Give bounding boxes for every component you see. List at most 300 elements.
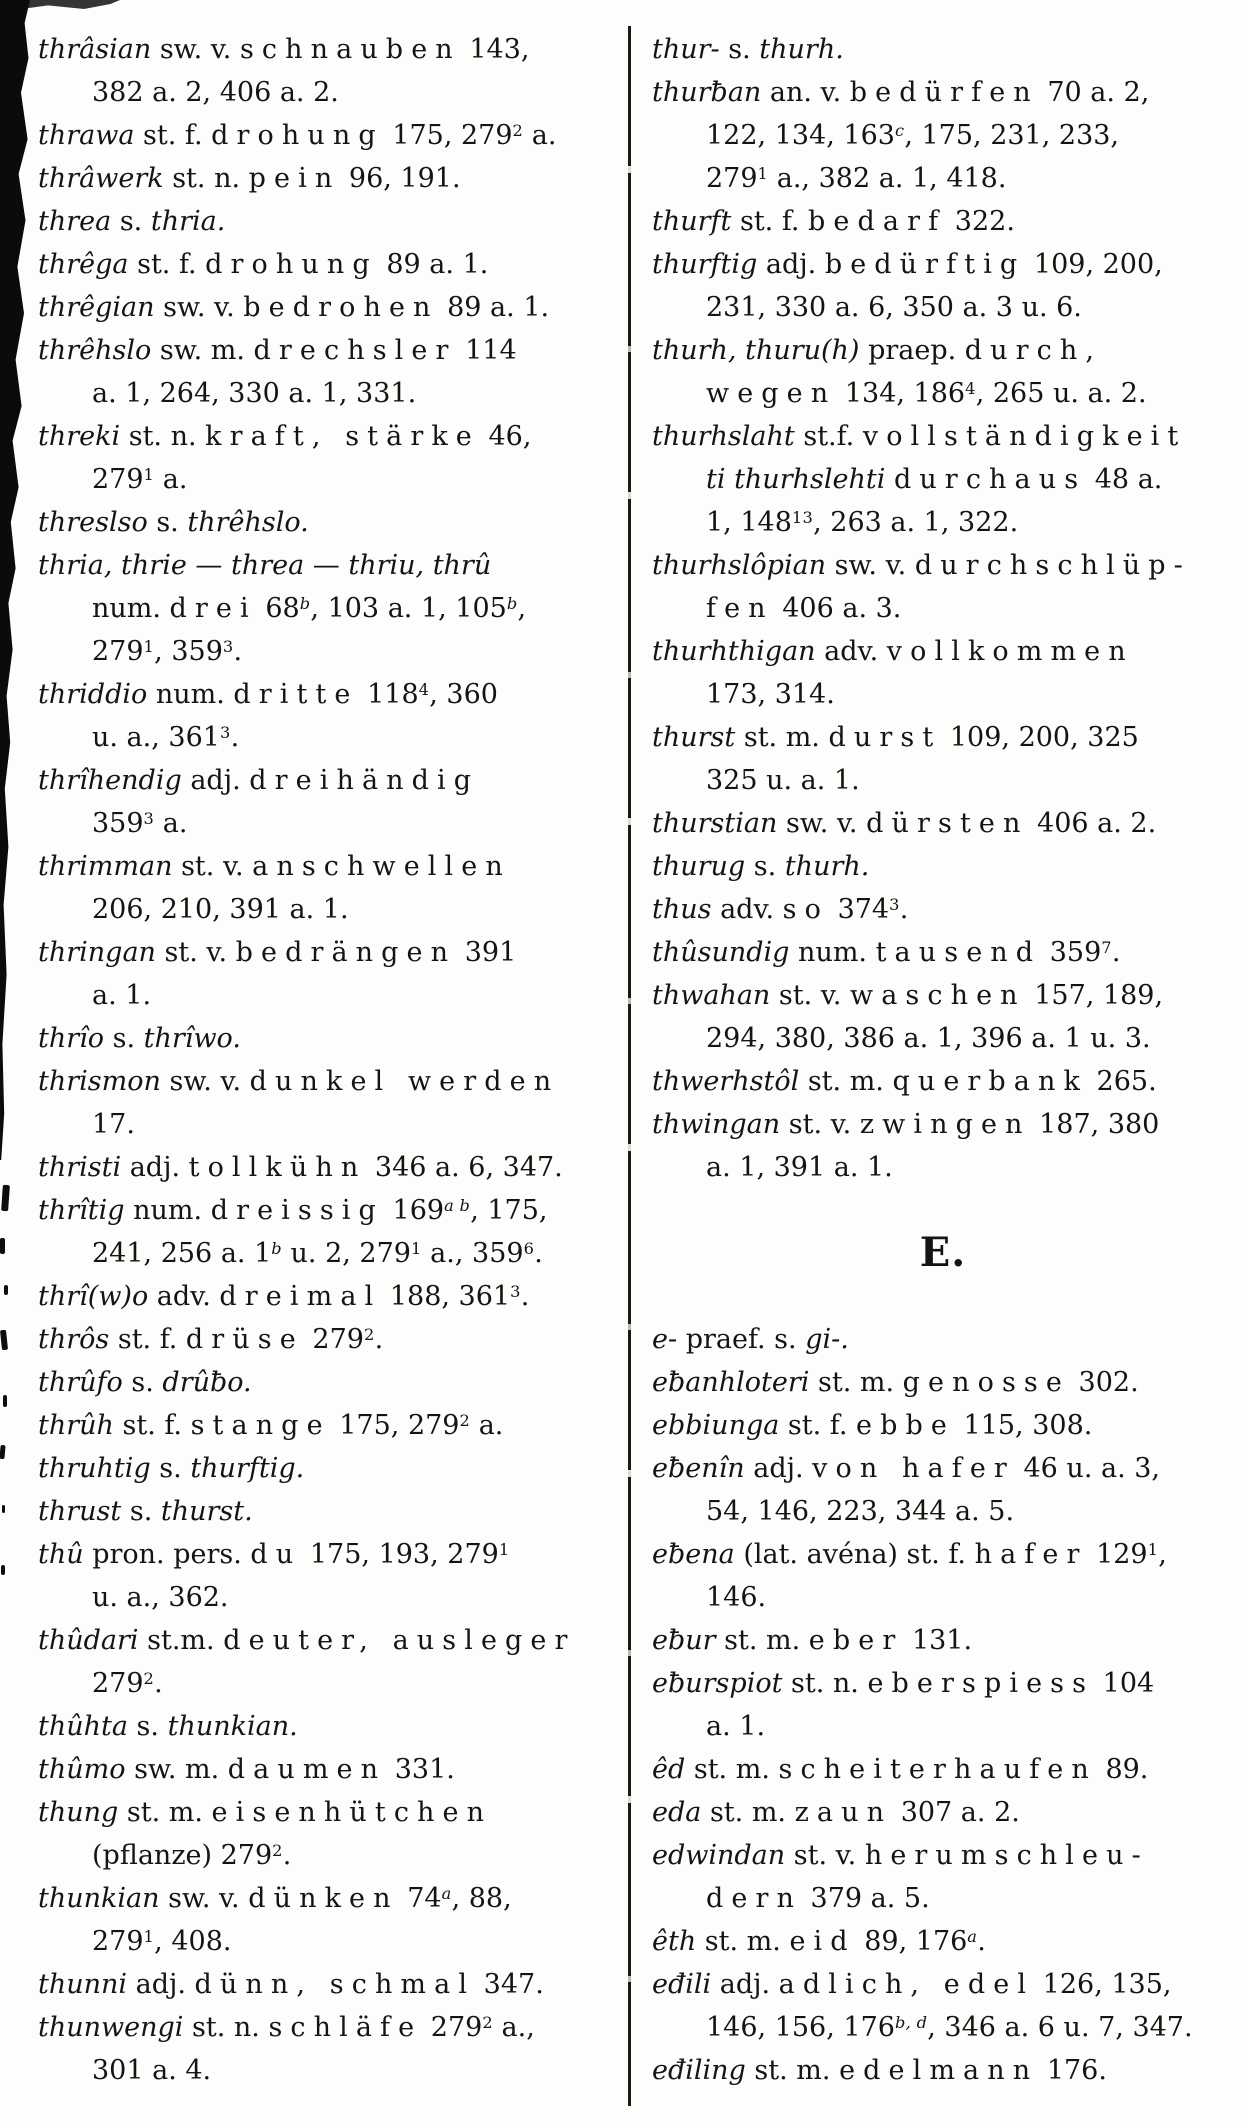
entry-headword: eƀanhloteri (652, 1367, 810, 1398)
entry-text: st. f. (779, 1410, 856, 1441)
entry-text: 307 a. 2. (892, 1797, 1020, 1828)
dictionary-entry (38, 200, 612, 243)
scan-edge-band (0, 0, 30, 1160)
entry-text: 279 (92, 1926, 144, 1957)
entry-headword: thrawa (38, 120, 135, 151)
entry-text: , (1158, 1539, 1167, 1570)
dictionary-entry (652, 1662, 1234, 1748)
entry-text: daumen (227, 1754, 387, 1785)
entry-headword: thrismon (38, 1066, 161, 1097)
entry-text: 68 (256, 593, 300, 624)
entry-text: , 408. (154, 1926, 232, 1957)
entry-headword: thrust (38, 1496, 122, 1527)
entry-text: 126, 135, (1034, 1969, 1172, 2000)
entry-text: 89 a. 1. (377, 249, 489, 280)
entry-text: adj. (757, 249, 825, 280)
entry-text: gi-. (805, 1324, 849, 1355)
entry-text: 4 (965, 379, 976, 399)
entry-text: st. v. (780, 1109, 860, 1140)
dictionary-entry (38, 1318, 612, 1361)
dictionary-entry (38, 1146, 612, 1189)
entry-text: 265. (1087, 1066, 1157, 1097)
scan-speck (0, 1445, 6, 1459)
dictionary-entry (38, 1361, 612, 1404)
entry-text: st. n. (183, 2012, 269, 2043)
entry-text: 279 (422, 2012, 483, 2043)
entry-headword: thû (38, 1539, 84, 1570)
entry-text: 294, 380, 386 a. 1, 396 a. 1 u. 3. (706, 1023, 1151, 1054)
entry-text: von hafer (812, 1453, 1015, 1484)
dictionary-entry (652, 1533, 1234, 1619)
dictionary-entry (38, 157, 612, 200)
entry-text: 331. (386, 1754, 455, 1785)
entry-text: sw. v. (160, 1066, 250, 1097)
entry-text: 175, 279 (330, 1410, 460, 1441)
dictionary-entry (38, 1791, 612, 1877)
entry-text: , 175, 231, 233, (904, 120, 1120, 151)
right-column (652, 28, 1234, 2092)
entry-text: num. (124, 1195, 211, 1226)
scan-speck (1, 1565, 5, 1575)
entry-text: . (1111, 937, 1121, 968)
entry-text: (lat. avéna) st. f. (734, 1539, 975, 1570)
dictionary-entry (652, 802, 1234, 845)
entry-text: st. f. (134, 120, 212, 151)
entry-headword: thûdari (38, 1625, 139, 1656)
dictionary-entry (652, 1447, 1234, 1533)
entry-text: 359 (1041, 937, 1102, 968)
dictionary-entry (38, 1490, 612, 1533)
entry-text: , 175, (470, 1195, 548, 1226)
entry-text: st. m. (735, 722, 829, 753)
entry-text: 17. (92, 1109, 135, 1140)
entry-text: st.f. (794, 421, 863, 452)
entry-text: 13 (791, 508, 814, 528)
entry-text: so (782, 894, 829, 925)
entry-text: 173, 314. (706, 679, 835, 710)
entry-text: dunkel werden (249, 1066, 560, 1097)
entry-text: 54, 146, 223, 344 a. 5. (706, 1496, 1015, 1527)
entry-text: 2 (363, 1325, 375, 1345)
scan-speck (3, 1395, 7, 1407)
dictionary-entry (38, 243, 612, 286)
entry-text: , 346 a. 6 u. 7, 347. (927, 2012, 1193, 2043)
entry-text: . (374, 1324, 384, 1355)
entry-text: adj. (121, 1152, 189, 1183)
dictionary-entry (38, 1189, 612, 1275)
entry-text: s. (127, 1711, 168, 1742)
entry-text: st. m. (745, 2055, 840, 2086)
entry-headword: thunni (38, 1969, 128, 2000)
entry-text: 188, 361 (381, 1281, 511, 1312)
entry-text: eid (789, 1926, 856, 1957)
entry-headword: thrêgian (38, 292, 155, 323)
entry-headword: thûmo (38, 1754, 126, 1785)
entry-text: edelmann (839, 2055, 1039, 2086)
entry-text: s. (104, 1023, 144, 1054)
entry-headword: eđiling (652, 2055, 746, 2086)
entry-headword: thunwengi (38, 2012, 184, 2043)
entry-text: 1 (143, 1927, 155, 1947)
entry-headword: thwingan (652, 1109, 781, 1140)
entry-text (885, 464, 894, 495)
entry-text: drohung (205, 249, 378, 280)
entry-headword: thurft (652, 206, 732, 237)
entry-text: 279 (303, 1324, 364, 1355)
entry-text: 89 a. 1. (438, 292, 550, 323)
entry-text: 382 a. 2, 406 a. 2. (92, 77, 339, 108)
entry-headword: thûsundig (652, 937, 790, 968)
entry-text: adv. (711, 894, 783, 925)
entry-text: 1, 148 (706, 507, 792, 538)
entry-text: st. f. (128, 249, 206, 280)
entry-text: durchaus (893, 464, 1087, 495)
entry-text: 4 (418, 680, 430, 700)
entry-text: 89, 176 (855, 1926, 968, 1957)
dictionary-entry (38, 1447, 612, 1490)
entry-headword: thrâsian (38, 34, 152, 65)
entry-headword: thrîtig (38, 1195, 125, 1226)
entry-text: st. m. (696, 1926, 790, 1957)
entry-headword: thrûfo (38, 1367, 123, 1398)
entry-text: thurftig. (190, 1453, 305, 1484)
entry-text: s. (147, 507, 188, 538)
entry-headword: thrêhslo (38, 335, 152, 366)
entry-text: c (894, 121, 905, 141)
dictionary-entry (38, 931, 612, 1017)
entry-text: zwingen (859, 1109, 1031, 1140)
entry-text: a (967, 1927, 978, 1947)
entry-text: (pflanze) 279 (92, 1840, 273, 1871)
dictionary-entry (38, 1877, 612, 1963)
entry-headword: thriddio (38, 679, 148, 710)
entry-text: bedrängen (235, 937, 457, 968)
left-column (38, 28, 612, 2092)
dictionary-entry (38, 501, 612, 544)
entry-text: schläfe (268, 2012, 423, 2043)
entry-text: adj. (744, 1453, 813, 1484)
entry-text: u. 2, 279 (281, 1238, 411, 1269)
entry-text: 3 (222, 637, 234, 657)
dictionary-entry (38, 28, 612, 114)
scan-speck (0, 1238, 5, 1254)
dictionary-entry (652, 1404, 1234, 1447)
entry-text: 206, 210, 391 a. 1. (92, 894, 349, 925)
entry-text: 322. (946, 206, 1015, 237)
entry-text: vollkommen (886, 636, 1134, 667)
dictionary-entry (38, 329, 612, 415)
entry-text: drüse (185, 1324, 304, 1355)
dictionary-entry (38, 1619, 612, 1705)
entry-text: adv. (148, 1281, 220, 1312)
dictionary-entry (38, 544, 612, 673)
entry-text: , 360 (429, 679, 498, 710)
entry-headword: thrimman (38, 851, 173, 882)
entry-text: st. f. (109, 1324, 186, 1355)
entry-text: st. m. (809, 1367, 903, 1398)
entry-text: 374 (828, 894, 890, 925)
entry-text: 146. (706, 1582, 767, 1613)
entry-text: stange (190, 1410, 331, 1441)
entry-text: 391 (456, 937, 517, 968)
entry-text: a. (154, 464, 188, 495)
entry-text: du (250, 1539, 302, 1570)
entry-text: a. 1. (706, 1711, 766, 1742)
entry-headword: eƀurspiot (652, 1668, 783, 1699)
entry-text: 346 a. 6, 347. (366, 1152, 563, 1183)
dictionary-entry (652, 1834, 1234, 1920)
entry-text: praef. s. (677, 1324, 806, 1355)
entry-text: 134, 186 (836, 378, 966, 409)
entry-text: 104 (1094, 1668, 1155, 1699)
entry-text: . (230, 722, 240, 753)
entry-text: thrêhslo. (187, 507, 309, 538)
dictionary-entry (38, 1404, 612, 1447)
entry-text: s. (122, 1367, 163, 1398)
entry-headword: thrâwerk (38, 163, 164, 194)
entry-headword: e- (652, 1324, 678, 1355)
entry-text: drechsler (253, 335, 457, 366)
dictionary-entry (652, 2049, 1234, 2092)
entry-headword: threki (38, 421, 121, 452)
section-heading-e: E. (919, 1229, 967, 1276)
entry-text: 109, 200, 325 (941, 722, 1139, 753)
entry-headword: thrîo (38, 1023, 105, 1054)
dictionary-entry (38, 673, 612, 759)
dictionary-entry (652, 243, 1234, 329)
entry-text: , 265 u. a. 2. (975, 378, 1147, 409)
entry-text: fen (706, 593, 774, 624)
entry-headword: êd (652, 1754, 686, 1785)
entry-text: dürsten (866, 808, 1029, 839)
entry-text: s. (121, 1496, 161, 1527)
entry-text: adj. (127, 1969, 195, 2000)
entry-text: . (233, 636, 243, 667)
entry-text: . (899, 894, 909, 925)
scan-speck (4, 1285, 8, 1295)
entry-text: num. (147, 679, 234, 710)
entry-text: 379 a. 5. (801, 1883, 930, 1914)
entry-text: 279 (92, 636, 144, 667)
dictionary-entry (38, 1060, 612, 1146)
entry-text: st. f. (731, 206, 809, 237)
entry-text: 3 (889, 895, 900, 915)
entry-text: . (977, 1926, 986, 1957)
entry-text: s. (150, 1453, 191, 1484)
entry-text: a., 382 a. 1, 418. (768, 163, 1007, 194)
entry-text: thurh. (759, 34, 844, 65)
entry-text: a b (444, 1196, 471, 1216)
entry-text: a. (470, 1410, 504, 1441)
entry-text: anschwellen (252, 851, 511, 882)
dictionary-entry (652, 845, 1234, 888)
entry-text: bedürfen (849, 77, 1039, 108)
entry-text: praep. (859, 335, 965, 366)
dictionary-entry (38, 1748, 612, 1791)
entry-text: 2 (272, 1841, 283, 1861)
entry-text: s. (745, 851, 785, 882)
dictionary-entry (652, 1963, 1234, 2049)
entry-text: deuter, ausleger (223, 1625, 576, 1656)
entry-text: 115, 308. (954, 1410, 1093, 1441)
dictionary-entry (38, 1705, 612, 1748)
entry-text: dünn, schmal (194, 1969, 476, 2000)
entry-text: a. 1, 264, 330 a. 1, 331. (92, 378, 417, 409)
entry-headword: threslso (38, 507, 148, 538)
entry-text: . (520, 1281, 530, 1312)
entry-headword: threa (38, 206, 112, 237)
entry-text: a. 1, 391 a. 1. (706, 1152, 893, 1183)
entry-text: ebbe (856, 1410, 955, 1441)
entry-text: 279 (92, 1668, 144, 1699)
dictionary-entry (652, 415, 1234, 544)
entry-text: st. v. (770, 980, 850, 1011)
entry-headword: thurƀan (652, 77, 762, 108)
entry-text: u. a., 361 (92, 722, 220, 753)
entry-headword: thung (38, 1797, 119, 1828)
entry-text: 122, 134, 163 (706, 120, 895, 151)
dictionary-entry (38, 1533, 612, 1619)
entry-text: 279 (706, 163, 758, 194)
entry-text: st. v. (785, 1840, 865, 1871)
dictionary-entry (652, 1060, 1234, 1103)
entry-text: b (299, 594, 311, 614)
entry-headword: thurstian (652, 808, 778, 839)
entry-text: 3 (510, 1282, 521, 1302)
entry-text: adj. (711, 1969, 779, 2000)
dictionary-entry (652, 1791, 1234, 1834)
entry-text: st. m. (715, 1625, 809, 1656)
entry-text: 109, 200, (1025, 249, 1163, 280)
scan-speck (0, 1330, 8, 1351)
entry-headword: thurhslaht (652, 421, 795, 452)
entry-text: durst (828, 722, 942, 753)
entry-text: 70 a. 2, (1038, 77, 1150, 108)
dictionary-entry (652, 931, 1234, 974)
entry-text: eberspiess (867, 1668, 1095, 1699)
entry-text: st. n. (120, 421, 206, 452)
entry-headword: thurug (652, 851, 746, 882)
entry-text: 2 (482, 2013, 493, 2033)
entry-text: 347. (475, 1969, 544, 2000)
entry-text: thunkian. (167, 1711, 298, 1742)
dictionary-entry (38, 2006, 612, 2092)
entry-text: sw. v. (826, 550, 915, 581)
entry-text: 406 a. 2. (1028, 808, 1157, 839)
entry-headword: thurhslôpian (652, 550, 827, 581)
entry-text: st. n. (163, 163, 249, 194)
entry-headword: thwahan (652, 980, 771, 1011)
entry-text: 3 (143, 809, 155, 829)
entry-headword: thûhta (38, 1711, 128, 1742)
entry-headword: thrî(w)o (38, 1281, 149, 1312)
entry-text: 302. (1069, 1367, 1139, 1398)
entry-headword: thrûh (38, 1410, 114, 1441)
entry-text: , (517, 593, 527, 624)
entry-text: , 88, (451, 1883, 512, 1914)
right-column-entries-bottom (652, 1318, 1234, 2092)
entry-text: 46 u. a. 3, (1014, 1453, 1161, 1484)
entry-text: 2 (143, 1669, 155, 1689)
entry-text: 169 (383, 1195, 445, 1226)
entry-text: b, d (894, 2013, 928, 2033)
entry-headword: ebbiunga (652, 1410, 780, 1441)
entry-text: drohung (211, 120, 384, 151)
entry-text: num. (92, 593, 170, 624)
entry-text: 231, 330 a. 6, 350 a. 3 u. 6. (706, 292, 1082, 323)
dictionary-entry (38, 1963, 612, 2006)
dictionary-entry (652, 974, 1234, 1060)
entry-text: 406 a. 3. (773, 593, 902, 624)
entry-text: dünken (248, 1883, 399, 1914)
entry-text: 146, 156, 176 (706, 2012, 895, 2043)
entry-text: an. v. (761, 77, 850, 108)
entry-text: kraft, stärke (205, 421, 480, 452)
entry-text: a. (154, 808, 188, 839)
entry-text: dreimal (219, 1281, 382, 1312)
entry-headword: thurhthigan (652, 636, 816, 667)
entry-text: wegen (706, 378, 837, 409)
entry-text: s. (111, 206, 151, 237)
entry-text: tollkühn (188, 1152, 367, 1183)
entry-text: 7 (1101, 938, 1112, 958)
entry-text: 176. (1038, 2055, 1107, 2086)
entry-text: sw. v. (777, 808, 867, 839)
entry-text: dritte (233, 679, 359, 710)
entry-text: , 103 a. 1, 105 (310, 593, 507, 624)
dictionary-entry (38, 286, 612, 329)
entry-text: a (441, 1884, 452, 1904)
dictionary-entry (652, 1103, 1234, 1189)
entry-text: st.m. (138, 1625, 224, 1656)
entry-text: 131. (903, 1625, 973, 1656)
entry-headword: thunkian (38, 1883, 160, 1914)
entry-text: bedrohen (243, 292, 439, 323)
entry-text: a., 359 (421, 1238, 524, 1269)
entry-text: 157, 189, (1025, 980, 1164, 1011)
entry-text: 46, (479, 421, 532, 452)
entry-headword: eƀenîn (652, 1453, 745, 1484)
entry-text: a., (492, 2012, 535, 2043)
entry-text: schnauben (239, 34, 461, 65)
entry-headword: eda (652, 1797, 702, 1828)
entry-text: ti thurhslehti (706, 464, 886, 495)
entry-text: , 359 (154, 636, 223, 667)
entry-text: 175, 193, 279 (301, 1539, 499, 1570)
scan-speck (2, 1505, 5, 1513)
entry-text: st. f. (113, 1410, 191, 1441)
entry-text: genosse (902, 1367, 1070, 1398)
entry-text: bedarf (808, 206, 947, 237)
entry-text: st. v. (172, 851, 253, 882)
entry-headword: thristi (38, 1152, 122, 1183)
entry-text: eber (808, 1625, 904, 1656)
entry-text: u. a., 362. (92, 1582, 229, 1613)
entry-text: scheiterhaufen (778, 1754, 1097, 1785)
entry-text: , 263 a. 1, 322. (813, 507, 1019, 538)
entry-text: sw. v. (159, 1883, 249, 1914)
dictionary-entry (38, 759, 612, 845)
right-column-entries-top (652, 28, 1234, 1189)
entry-headword: thrêga (38, 249, 129, 280)
entry-text: 1 (498, 1540, 510, 1560)
entry-text: 129 (1087, 1539, 1148, 1570)
entry-text: . (534, 1238, 543, 1269)
entry-text: 48 a. (1086, 464, 1163, 495)
entry-headword: eđili (652, 1969, 712, 2000)
dictionary-entry (38, 1275, 612, 1318)
entry-text: 1 (1147, 1540, 1159, 1560)
